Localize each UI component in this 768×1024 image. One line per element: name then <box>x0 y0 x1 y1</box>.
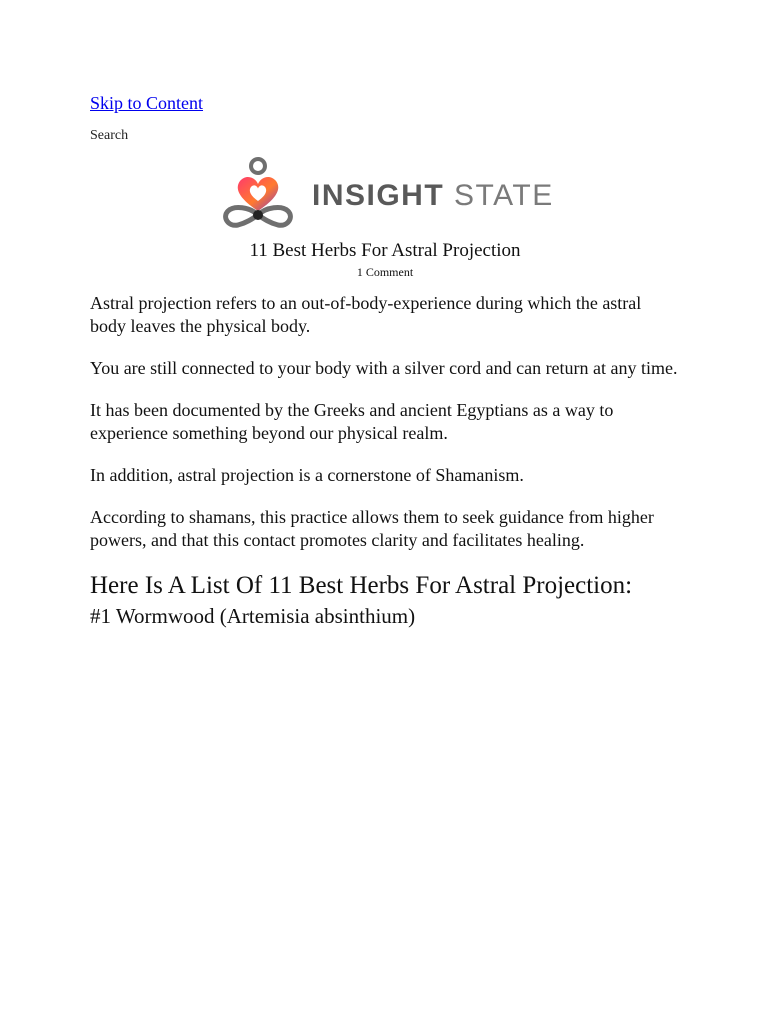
article-body <box>90 292 680 629</box>
paragraph: In addition, astral projection is a cornerstone of Shamanism. <box>90 465 524 485</box>
paragraph: Astral projection refers to an out-of-body-experience during which the astral body leaves the physical body. <box>90 293 642 336</box>
logo-text-state: STATE <box>454 179 554 212</box>
logo-text-insight: INSIGHT <box>312 179 445 212</box>
paragraph: According to shamans, this practice allows them to seek guidance from higher powers, and that this contact promotes clarity and facilitates healing. <box>90 507 654 550</box>
skip-to-content-link[interactable]: Skip to Content <box>90 93 204 113</box>
comments-link[interactable]: 1 Comment <box>356 265 414 279</box>
logo-wordmark <box>312 179 554 213</box>
site-logo[interactable] <box>218 153 558 233</box>
paragraph: You are still connected to your body with a silver cord and can return at any time. <box>90 358 678 378</box>
search-label[interactable]: Search <box>90 128 129 143</box>
paragraph: It has been documented by the Greeks and ancient Egyptians as a way to experience something beyond our physical realm. <box>90 400 614 443</box>
list-heading: Here Is A List Of 11 Best Herbs For Astral Projection: <box>90 572 633 599</box>
item-heading: #1 Wormwood (Artemisia absinthium) <box>90 604 416 628</box>
post-title: 11 Best Herbs For Astral Projection <box>249 240 521 261</box>
meditation-logo-icon <box>218 153 298 233</box>
